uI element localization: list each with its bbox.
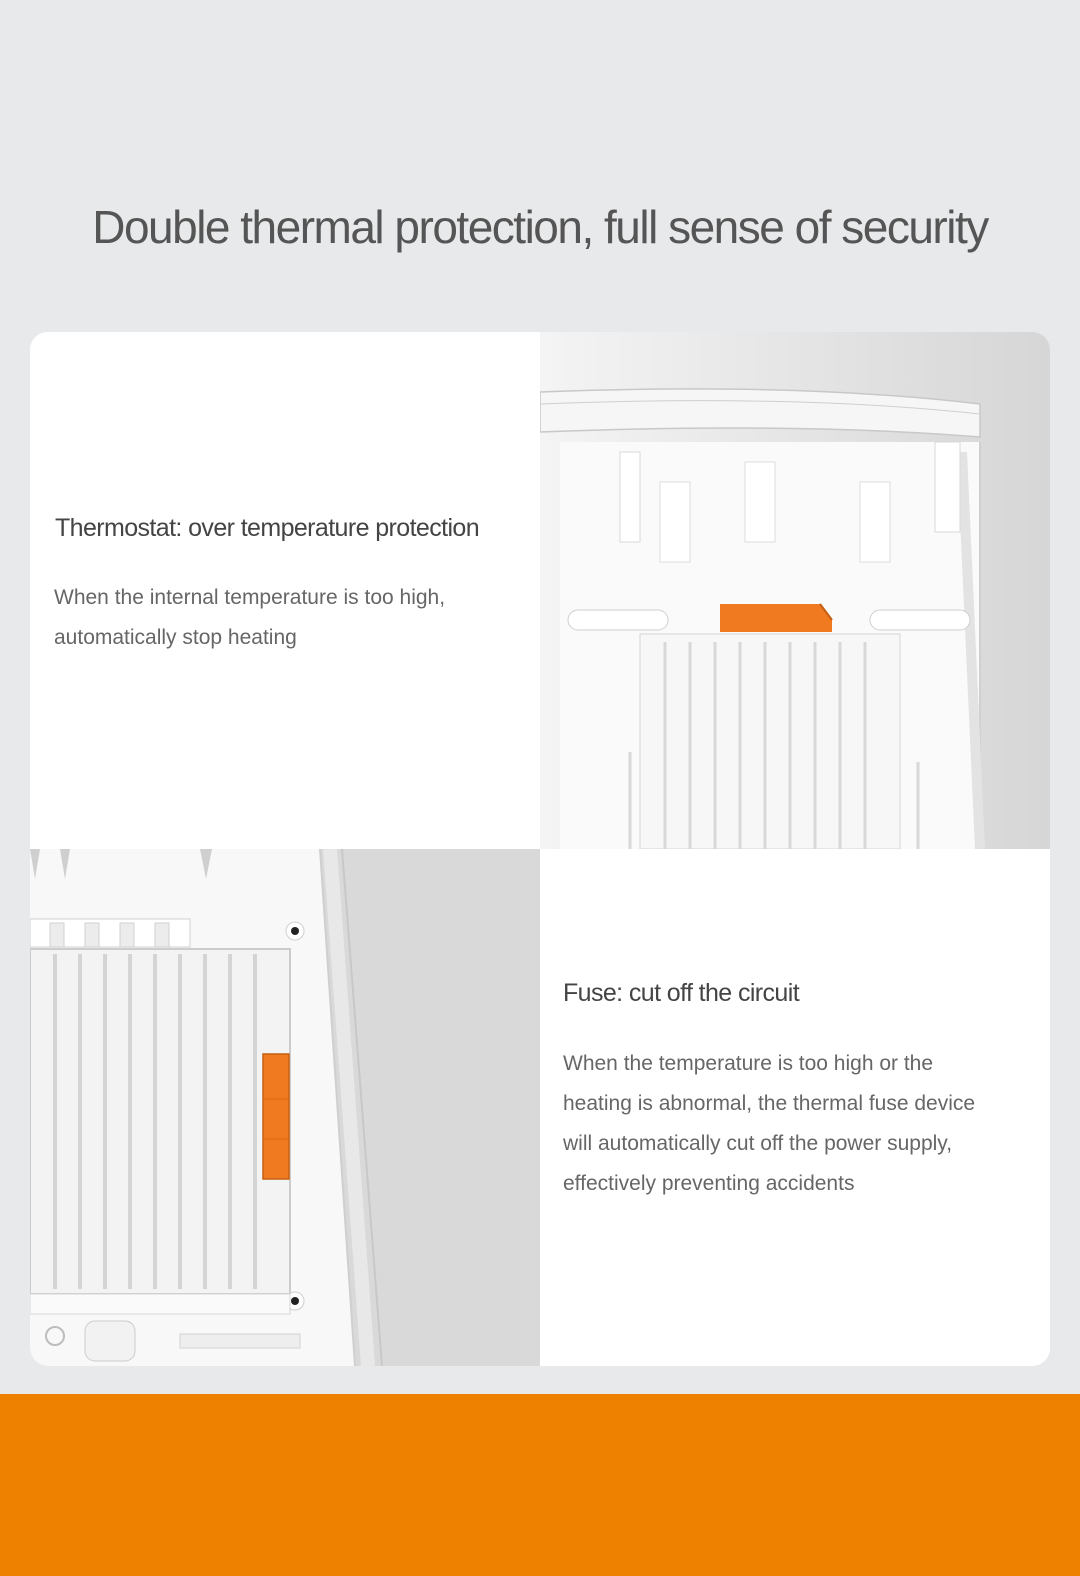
heater-side-illustration (30, 849, 540, 1366)
heater-interior-illustration (540, 332, 1050, 849)
feature-card (30, 332, 1050, 1366)
fuse-title: Fuse: cut off the circuit (563, 979, 800, 1007)
orange-footer-band (0, 1394, 1080, 1576)
thermostat-description: When the internal temperature is too high, automatically stop heating (54, 586, 446, 649)
thermostat-title: Thermostat: over temperature protection (55, 514, 480, 542)
thermostat-photo (540, 332, 1050, 849)
fuse-text-panel (540, 849, 1050, 1366)
thermostat-text-panel (30, 332, 540, 849)
page-headline: Double thermal protection, full sense of security (92, 201, 988, 253)
fuse-photo (30, 849, 540, 1366)
fuse-description: When the temperature is too high or the heating is abnormal, the thermal fuse device will automatically cut off the power supply, effectively preventing accidents (563, 1052, 976, 1195)
